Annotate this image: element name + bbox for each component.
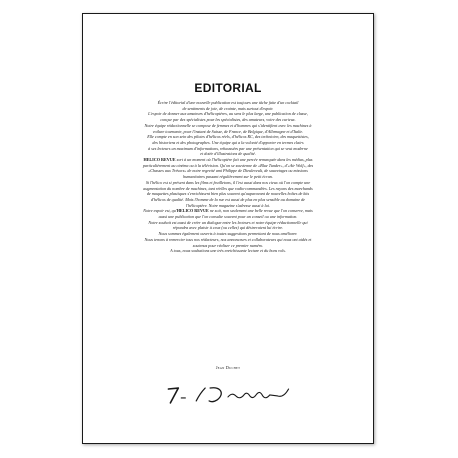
paragraph-line: de maquettes plastiques s'enrichissent bien plus souvent qu'auparavant de nouvelles boîtes de kits	[146, 191, 310, 197]
paragraph-line: L'espoir de donner aux amateurs d'hélicoptères, au sens le plus large, une publication de classe,	[148, 111, 308, 117]
paragraph-line: Notre équipe rédactionnelle se compose de femmes et d'hommes qui s'identifient avec les machines à	[144, 122, 312, 128]
paragraph-line: répondra avec plaisir à ceux (ou celles) qui désireraient lui écrire.	[172, 225, 284, 231]
editorial-paragraph	[100, 100, 356, 111]
paragraph-line: Notre souhait est aussi de créer un dialogue entre les lecteurs et notre équipe rédactionnelle qui	[148, 219, 308, 225]
paragraph-line: aussi une publication que l'on consulte souvent pour un conseil ou une information.	[158, 214, 298, 220]
editorial-page	[82, 13, 374, 444]
editorial-paragraph	[100, 237, 356, 248]
paragraph-line: soutenus pour réaliser ce premier numéro.	[192, 242, 264, 248]
paragraph-line: augmentation du nombre de machines, tant réelles que radio-commandées. Les rayons des marchands	[143, 185, 313, 191]
paragraph-line: des historiens et des photographes. Une équipe qui a la volonté d'apporter en termes clairs	[152, 139, 304, 145]
paragraph-line: particulièrement au cinéma ou à la télévision. Qu'on se souvienne de «Blue Tunder», d'«Air Wolf», des	[142, 162, 314, 168]
paragraph-line: «Chasses aux Trésors» de notre regretté ami Philippe de Dieuleveult, de sauvetages ou missions	[148, 168, 308, 174]
paragraph-line: Nous tenons à remercier tous nos rédacteurs, nos annonceurs et collaborateurs qui nous ont aidés et	[144, 236, 312, 242]
editorial-paragraph	[100, 220, 356, 231]
paragraph-line: humanitaires passant régulièrement sur le petit écran.	[183, 174, 273, 180]
paragraph-line: conçue par des spécialistes pour les spécialistes, des amateurs, voire des curieux.	[160, 117, 296, 123]
paragraph-line: A tous, nous souhaitons une très enrichissante lecture et du bons vols.	[170, 248, 286, 254]
magazine-name: HELICO REVUE	[176, 208, 209, 214]
editorial-paragraph	[100, 111, 356, 122]
paragraph-line: voilure tournante, pour l'instant de Suisse, de France, de Belgique, d'Allemagne et d'Italie.	[152, 128, 304, 134]
editorial-paragraph	[100, 180, 356, 209]
magazine-name: HELICO REVUE	[143, 157, 176, 163]
editorial-paragraph	[100, 157, 356, 180]
editorial-paragraph	[100, 248, 356, 254]
paragraph-line: d'hélicos de qualité. Mais l'homme de la rue est aussi de plus en plus sensible au domaine de	[150, 196, 306, 202]
paragraph-line: Nous sommes également ouverts à toutes suggestions permettant de nous améliorer.	[158, 231, 298, 237]
editorial-body	[100, 100, 356, 254]
editorial-paragraph	[100, 123, 356, 134]
paragraph-line: Écrire l'éditorial d'une nouvelle publication est toujours une tâche faite d'un cocktail	[157, 100, 299, 105]
editorial-paragraph	[100, 134, 356, 157]
page-title: EDITORIAL	[194, 81, 262, 95]
paragraph-line: l'hélicoptère. Notre magazine s'adresse aussi à lui.	[186, 202, 270, 208]
paragraph-line: Notre espoir est, qu'HELICO REVUE ne soit, non seulement une belle revue que l'on conserve, mais	[143, 208, 313, 214]
paragraph-line: Si l'hélico est si présent dans les films et feuilletons, il l'est aussi dans nos cieux où l'on compte une	[145, 179, 311, 185]
paragraph-line: Elle compte en son sein des pilotes d'hélicos réels, d'hélicos RC, des technicien, des maquettistes,	[147, 134, 309, 140]
editorial-paragraph	[100, 208, 356, 219]
paragraph-line: de sentiments de joie, de crainte, mais surtout d'espoir.	[182, 105, 274, 111]
paragraph-line: et dotée d'illustrations de qualité.	[200, 151, 256, 157]
paragraph-line: à ses lecteurs un maximum d'informations, rehaussées par une présentation qui se veut moderne	[148, 145, 308, 151]
author-signature	[83, 377, 373, 407]
paragraph-line: HELICO REVUE sort à un moment où l'hélicoptère fait une percée remarquée dans les médias, plus	[143, 157, 313, 163]
author-name: Jean Duchet	[215, 365, 241, 370]
